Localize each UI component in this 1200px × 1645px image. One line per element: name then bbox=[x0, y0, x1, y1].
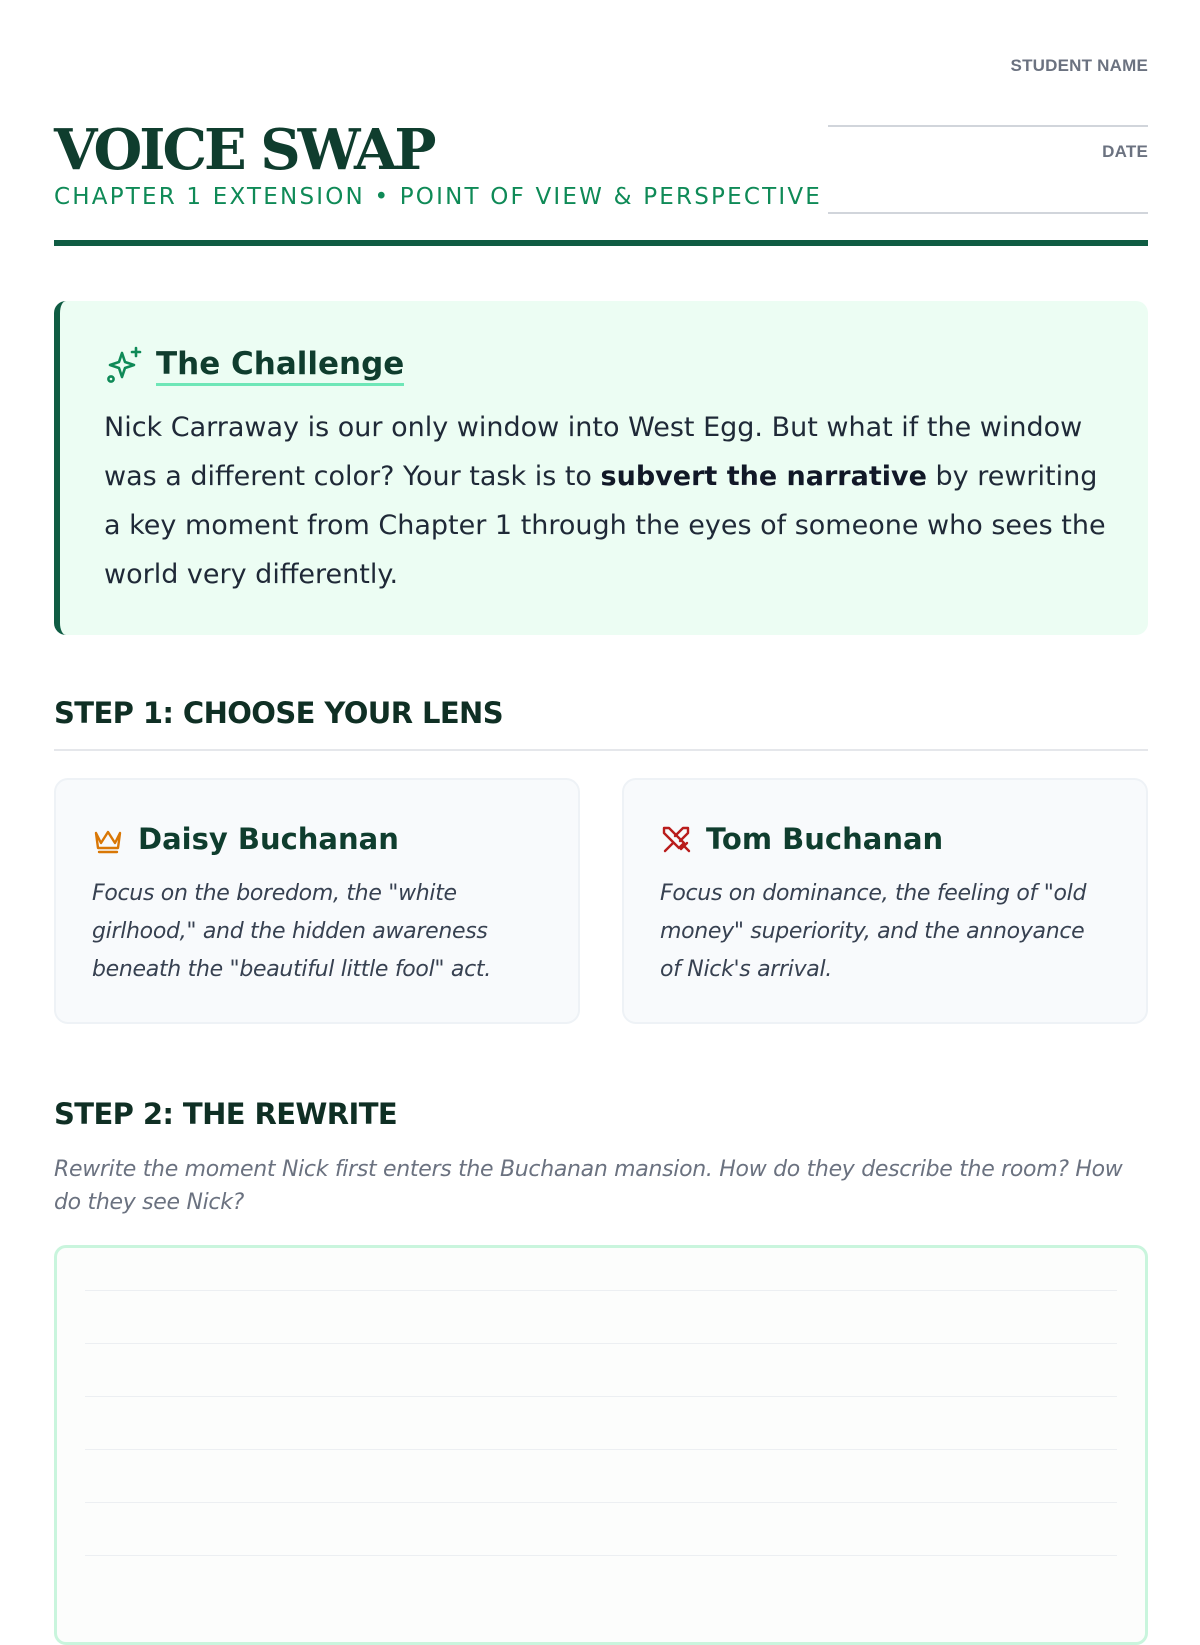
student-name-field[interactable] bbox=[828, 125, 1148, 127]
lens-card-description: Focus on the boredom, the "white girlhood," and the hidden awareness beneath the "beautiful little fool" act. bbox=[92, 881, 491, 982]
step1-heading: STEP 1: CHOOSE YOUR LENS bbox=[54, 696, 503, 730]
challenge-title: The Challenge bbox=[156, 345, 404, 386]
lens-card-description: Focus on dominance, the feeling of "old money" superiority, and the annoyance of Nick's arrival. bbox=[660, 881, 1087, 982]
step2-prompt: Rewrite the moment Nick first enters the Buchanan mansion. How do they describe the room? How do they see Nick? bbox=[54, 1157, 1123, 1215]
crown-icon bbox=[92, 824, 124, 856]
challenge-emphasis: subvert the narrative bbox=[600, 461, 927, 492]
step2-heading: STEP 2: THE REWRITE bbox=[54, 1097, 398, 1131]
date-field[interactable] bbox=[828, 212, 1148, 214]
worksheet-subtitle: CHAPTER 1 EXTENSION • POINT OF VIEW & PERSPECTIVE bbox=[54, 184, 822, 210]
writing-line bbox=[85, 1502, 1117, 1503]
date-label: DATE bbox=[1102, 142, 1148, 161]
lens-card-title: Daisy Buchanan bbox=[138, 822, 399, 856]
writing-line bbox=[85, 1343, 1117, 1344]
worksheet-title: VOICE SWAP bbox=[54, 117, 434, 183]
challenge-text bbox=[104, 403, 1114, 599]
writing-line bbox=[85, 1555, 1117, 1556]
challenge-text-part: Nick Carraway is our only window into West Egg. But what if the window was a different color? Your task is to bbox=[104, 412, 1083, 492]
writing-line bbox=[85, 1449, 1117, 1450]
writing-line bbox=[85, 1290, 1117, 1291]
header-divider bbox=[54, 240, 1148, 246]
writing-line bbox=[85, 1396, 1117, 1397]
crossed-swords-icon bbox=[660, 824, 692, 856]
student-name-label: STUDENT NAME bbox=[1010, 56, 1148, 75]
lens-card-title: Tom Buchanan bbox=[706, 822, 944, 856]
lens-card-daisy[interactable] bbox=[54, 778, 580, 1024]
lens-card-tom[interactable] bbox=[622, 778, 1148, 1024]
sparkles-icon bbox=[104, 345, 144, 385]
step1-divider bbox=[54, 749, 1148, 751]
challenge-text-part: by rewriting a key moment from Chapter 1 through the eyes of someone who sees the world very differently. bbox=[104, 461, 1106, 590]
challenge-box bbox=[54, 301, 1148, 635]
rewrite-writing-area[interactable] bbox=[54, 1245, 1148, 1645]
